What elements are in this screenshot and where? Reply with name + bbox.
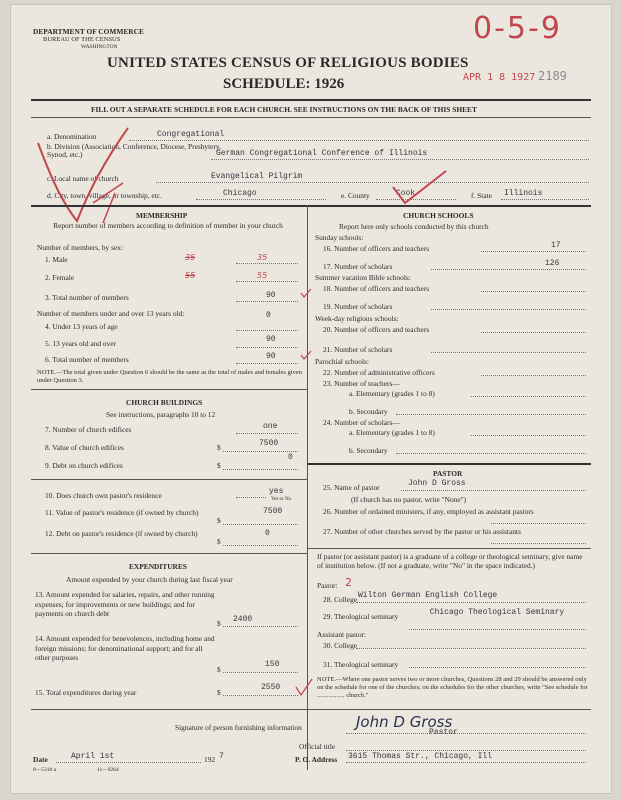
membership-subtitle: Report number of members according to definition of member in your church bbox=[53, 221, 283, 230]
total-tick-icon bbox=[294, 677, 314, 699]
q5-label: 5. 13 years old and over bbox=[45, 339, 117, 348]
pastor-subheading: Pastor: bbox=[317, 581, 338, 590]
pastor-mark: 2 bbox=[345, 576, 352, 589]
red-check-icon bbox=[391, 167, 451, 207]
q14-value[interactable]: 150 bbox=[265, 660, 280, 669]
summer-schools-label: Summer vacation Bible schools: bbox=[315, 273, 411, 282]
q2-struck-value: 55 bbox=[185, 271, 196, 280]
q30-label: 30. College bbox=[323, 641, 358, 650]
stamp-number: 2189 bbox=[538, 69, 567, 83]
parochial-schools-label: Parochial schools: bbox=[315, 357, 369, 366]
q17-label: 17. Number of scholars bbox=[323, 262, 393, 271]
sunday-schools-label: Sunday schools: bbox=[315, 233, 364, 242]
census-schedule-page bbox=[10, 4, 612, 794]
q26-label: 26. Number of ordained ministers, if any, employed as assistant pastors bbox=[323, 507, 534, 516]
q12-dollar: $ bbox=[217, 537, 221, 546]
form-number: 8—5318 a bbox=[33, 767, 57, 773]
stamp-code: 0-5-9 bbox=[473, 11, 562, 46]
buildings-title: CHURCH BUILDINGS bbox=[126, 398, 203, 407]
print-number: 11—9264 bbox=[97, 767, 119, 773]
membership-note: NOTE.—The total given under Question 6 should be the same as the total of males and females given under Question 3. bbox=[37, 369, 302, 384]
q15-value[interactable]: 2550 bbox=[261, 683, 281, 692]
q14-label: 14. Amount expended for benevolences, including home and foreign missions; for denominational support; and for all other purposes bbox=[35, 634, 215, 662]
q3-value[interactable]: 90 bbox=[266, 291, 276, 300]
address-value[interactable]: 3615 Thomas Str., Chicago, Ill bbox=[348, 752, 493, 761]
q13-label: 13. Amount expended for salaries, repairs, and other running expenses; for improvements or new buildings; and for payments on church debt bbox=[35, 590, 215, 618]
q9-dollar: $ bbox=[217, 461, 221, 470]
bureau-city: WASHINGTON bbox=[81, 44, 118, 50]
q5-value[interactable]: 90 bbox=[266, 335, 276, 344]
q8-dollar: $ bbox=[217, 443, 221, 452]
q14-dollar: $ bbox=[217, 665, 221, 674]
q24b-label: b. Secondary bbox=[349, 446, 388, 455]
local-name-label: c. Local name of church bbox=[47, 174, 119, 183]
q19-label: 19. Number of scholars bbox=[323, 302, 393, 311]
date-label: Date bbox=[33, 755, 48, 764]
q24-label: 24. Number of scholars— bbox=[323, 418, 400, 427]
address-label: P. O. Address bbox=[295, 755, 338, 764]
q8-label: 8. Value of church edifices bbox=[45, 443, 124, 452]
division-label: b. Division (Association, Conference, Diocese, Presbytery, Synod, etc.) bbox=[47, 142, 221, 159]
bureau-name: BUREAU OF THE CENSUS bbox=[43, 36, 121, 43]
schedule-year: SCHEDULE: 1926 bbox=[223, 76, 345, 92]
members-by-sex-label: Number of members, by sex: bbox=[37, 243, 123, 252]
header-rule bbox=[31, 99, 591, 101]
instruction-rule bbox=[31, 117, 591, 118]
q1-struck-value: 35 bbox=[185, 253, 196, 262]
q15-label: 15. Total expenditures during year bbox=[35, 688, 137, 697]
q25-label: 25. Name of pastor bbox=[323, 483, 380, 492]
city-value[interactable]: Chicago bbox=[223, 189, 257, 198]
city-label: d. City, town, village, or township, etc. bbox=[47, 191, 162, 200]
county-value[interactable]: Cook bbox=[396, 189, 416, 198]
membership-tick-icon bbox=[299, 287, 315, 367]
q21-label: 21. Number of scholars bbox=[323, 345, 393, 354]
q9-label: 9. Debt on church edifices bbox=[45, 461, 123, 470]
pastor-note: NOTE.—Where one pastor serves two or more churches, Questions 28 and 29 should be answered only on the schedule for one of the churches; on the schedules for the other churches, write "See schedule for ................. church." bbox=[317, 676, 588, 699]
date-value[interactable]: April 1st bbox=[71, 752, 115, 761]
q6-label: 6. Total number of members bbox=[45, 355, 129, 364]
q11-dollar: $ bbox=[217, 516, 221, 525]
q12-label: 12. Debt on pastor's residence (if owned by church) bbox=[45, 529, 198, 538]
official-title-label: Official title bbox=[299, 742, 336, 751]
q20-label: 20. Number of officers and teachers bbox=[323, 325, 430, 334]
q10-hint: Yes or No bbox=[271, 497, 292, 502]
q16-value[interactable]: 17 bbox=[551, 241, 561, 250]
expenditures-subtitle: Amount expended by your church during last fiscal year bbox=[66, 575, 233, 584]
q6-value[interactable]: 90 bbox=[266, 352, 276, 361]
assistant-pastor-label: Assistant pastor: bbox=[317, 630, 367, 639]
q13-value[interactable]: 2400 bbox=[233, 615, 253, 624]
q1-label: 1. Male bbox=[45, 255, 68, 264]
year-prefix: 192 bbox=[204, 755, 216, 764]
q15-dollar: $ bbox=[217, 688, 221, 697]
q10-label: 10. Does church own pastor's residence bbox=[45, 491, 162, 500]
official-title-value[interactable]: Pastor bbox=[429, 728, 458, 737]
q23-label: 23. Number of teachers— bbox=[323, 379, 400, 388]
q4-label: 4. Under 13 years of age bbox=[45, 322, 118, 331]
county-label: e. County bbox=[341, 191, 370, 200]
q11-value[interactable]: 7500 bbox=[263, 507, 283, 516]
q25-value[interactable]: John D Gross bbox=[408, 479, 466, 488]
weekday-schools-label: Week-day religious schools: bbox=[315, 314, 399, 323]
pastor-title: PASTOR bbox=[433, 469, 463, 478]
year-digit[interactable]: 7 bbox=[219, 752, 224, 761]
signature-label: Signature of person furnishing information bbox=[175, 723, 302, 732]
denomination-value[interactable]: Congregational bbox=[157, 130, 225, 139]
state-label: f. State bbox=[471, 191, 492, 200]
q31-label: 31. Theological seminary bbox=[323, 660, 399, 669]
graduate-note: If pastor (or assistant pastor) is a graduate of a college or theological seminary, give name of institution below. (If not a graduate, write "No" in the space indicated.) bbox=[317, 552, 583, 570]
q13-dollar: $ bbox=[217, 619, 221, 628]
q25-hint: (If church has no pastor, write "None") bbox=[351, 495, 467, 504]
q18-label: 18. Number of officers and teachers bbox=[323, 284, 430, 293]
q10-value[interactable]: yes bbox=[269, 487, 284, 496]
q4-value[interactable]: 0 bbox=[266, 311, 271, 320]
q27-label: 27. Number of other churches served by the pastor or his assistants bbox=[323, 527, 521, 536]
age-heading: Number of members under and over 13 years old: bbox=[37, 309, 185, 318]
schools-subtitle: Report here only schools conducted by this church bbox=[339, 222, 489, 231]
q28-label: 28. College bbox=[323, 595, 358, 604]
q29-value[interactable]: Chicago Theological Seminary bbox=[429, 608, 565, 617]
buildings-subtitle: See instructions, paragraphs 10 to 12 bbox=[106, 410, 216, 419]
form-title: UNITED STATES CENSUS OF RELIGIOUS BODIES bbox=[107, 55, 469, 71]
state-value[interactable]: Illinois bbox=[504, 189, 543, 198]
schools-title: CHURCH SCHOOLS bbox=[403, 211, 474, 220]
denomination-label: a. Denomination bbox=[47, 132, 97, 141]
q9-value[interactable]: 0 bbox=[288, 453, 293, 462]
q7-value[interactable]: one bbox=[263, 422, 278, 431]
q2-value[interactable]: 55 bbox=[257, 271, 268, 280]
q3-label: 3. Total number of members bbox=[45, 293, 129, 302]
q23b-label: b. Secondary bbox=[349, 407, 388, 416]
q17-value[interactable]: 126 bbox=[545, 259, 560, 268]
signature[interactable]: John D Gross bbox=[356, 713, 453, 731]
local-name-value[interactable]: Evangelical Pilgrim bbox=[211, 172, 303, 181]
department-name: DEPARTMENT OF COMMERCE bbox=[33, 27, 144, 36]
q11-label: 11. Value of pastor's residence (if owned by church) bbox=[45, 508, 199, 517]
q23a-label: a. Elementary (grades 1 to 8) bbox=[349, 389, 435, 398]
expenditures-title: EXPENDITURES bbox=[129, 562, 187, 571]
q8-value[interactable]: 7500 bbox=[259, 439, 279, 448]
q1-value[interactable]: 35 bbox=[257, 253, 268, 262]
date-received-stamp: APR 1 8 1927 bbox=[463, 72, 536, 83]
q29-label: 29. Theological seminary bbox=[323, 612, 399, 621]
q16-label: 16. Number of officers and teachers bbox=[323, 244, 430, 253]
q24a-label: a. Elementary (grades 1 to 8) bbox=[349, 428, 435, 437]
q2-label: 2. Female bbox=[45, 273, 75, 282]
membership-title: MEMBERSHIP bbox=[136, 211, 188, 220]
q22-label: 22. Number of administrative officers bbox=[323, 368, 435, 377]
division-value[interactable]: German Congregational Conference of Illinois bbox=[216, 149, 428, 158]
q7-label: 7. Number of church edifices bbox=[45, 425, 132, 434]
q28-value[interactable]: Wilton German English College bbox=[358, 591, 498, 600]
q12-value[interactable]: 0 bbox=[265, 529, 270, 538]
instruction-line: FILL OUT A SEPARATE SCHEDULE FOR EACH CHURCH. SEE INSTRUCTIONS ON THE BACK OF THIS SHEET bbox=[91, 105, 477, 114]
red-check-mark-icon bbox=[33, 123, 133, 233]
